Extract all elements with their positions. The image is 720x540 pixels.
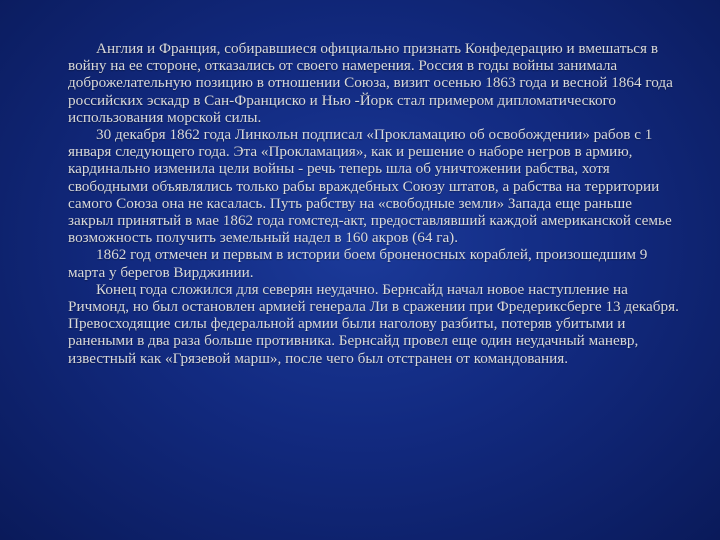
text-body — [68, 40, 680, 367]
paragraph-england-france: Англия и Франция, собиравшиеся официально признать Конфедерацию и вмешаться в войну на ее стороне, отказались от своего намерения. Россия в годы войны занимала доброжелательную позицию в отношении Союза, визит осенью 1863 года и весной 1864 года российских эскадр в Сан-Франциско и Нью -Йорк стал примером дипломатического использования морской силы. — [68, 40, 673, 126]
paragraph-ironclads: 1862 год отмечен и первым в истории боем броненосных кораблей, произошедшим 9 марта у берегов Вирджинии. — [68, 246, 648, 281]
paragraph-burnside: Конец года сложился для северян неудачно. Бернсайд начал новое наступление на Ричмонд, но был остановлен армией генерала Ли в сражении при Фредериксберге 13 декабря. Превосходящие силы федеральной армии были наголову разбиты, потеряв убитыми и ранеными в два раза больше противника. Бернсайд провел еще один неудачный маневр, известный как «Грязевой марш», после чего был отстранен от командования. — [68, 280, 679, 367]
paragraph-emancipation-proclamation: 30 декабря 1862 года Линкольн подписал «Прокламацию об освобождении» рабов с 1 января следующего года. Эта «Прокламация», как и решение о наборе негров в армию, кардинально изменила цели войны - речь теперь шла об уничтожении рабства, хотя свободными объявлялись только рабы враждебных Союзу штатов, а рабства на территории самого Союза она не касалась. Путь рабству на «свободные земли» Запада еще раньше закрыл принятый в мае 1862 года гомстед-акт, предоставлявший каждой американской семье возможность получить земельный надел в 160 акров (64 га). — [68, 126, 672, 247]
